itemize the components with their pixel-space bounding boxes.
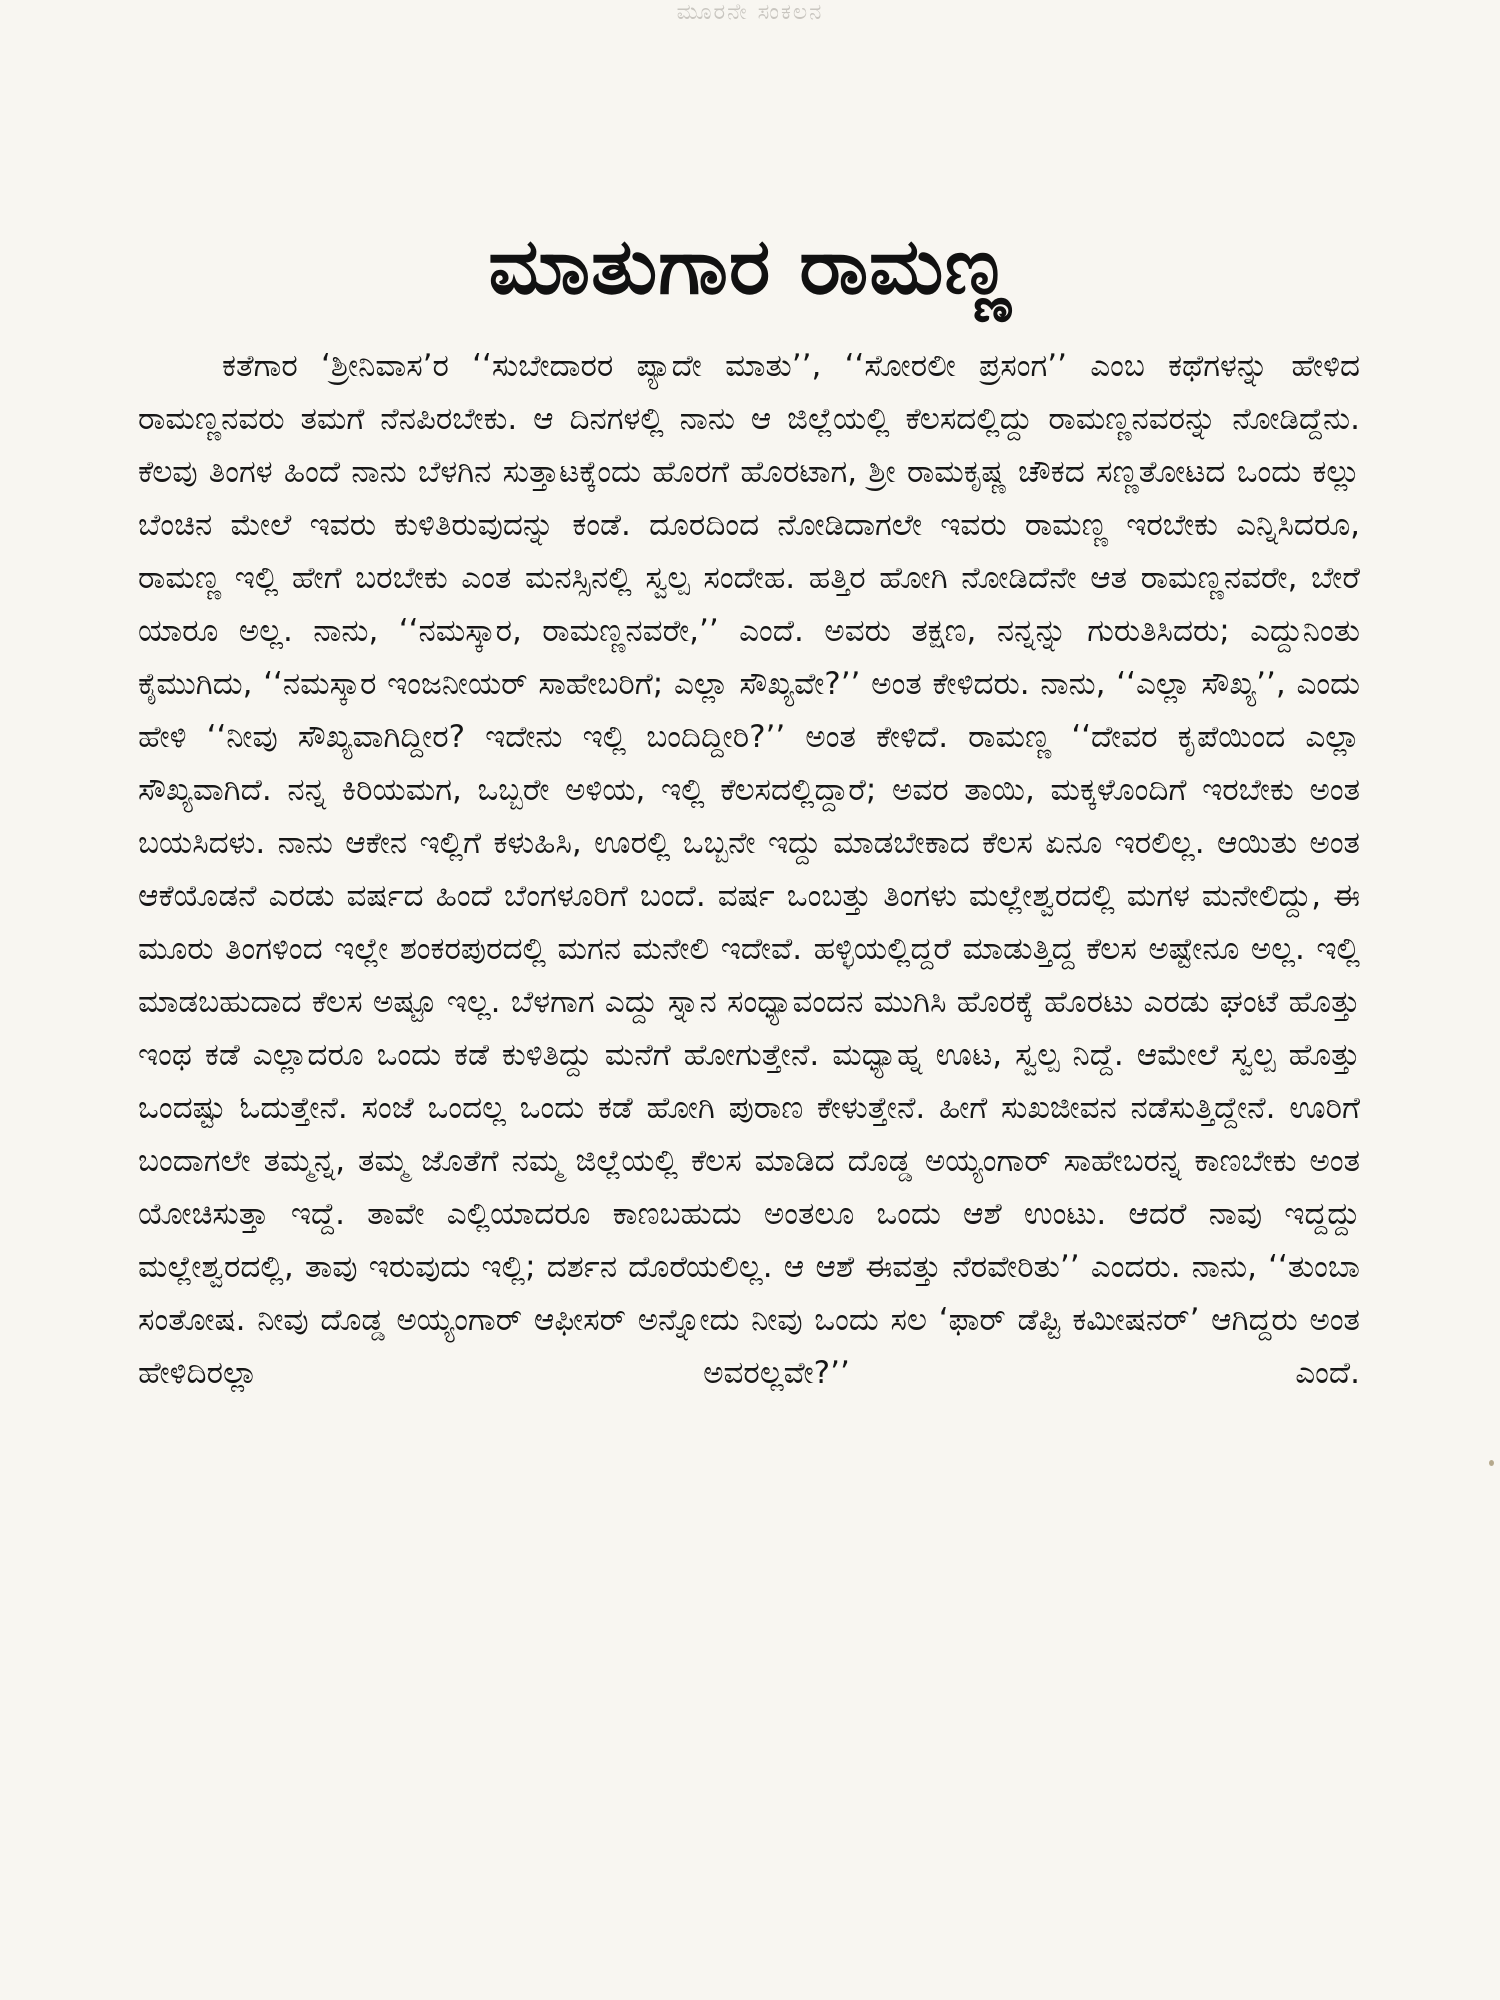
paper-speck: [1489, 1460, 1494, 1466]
story-body: [138, 340, 1360, 1400]
page-title: ಮಾತುಗಾರ ರಾಮಣ್ಣ: [488, 222, 1012, 312]
page-header: ಮೂರನೇ ಸಂಕಲನ: [676, 0, 824, 25]
story-paragraph: ಕತೆಗಾರ ‘ಶ್ರೀನಿವಾಸ’ರ ‘‘ಸುಬೇದಾರರ ಪ್ಯಾದೇ ಮಾತು’’, ‘‘ಸೋರಲೀ ಪ್ರಸಂಗ’’ ಎಂಬ ಕಥೆಗಳನ್ನು ಹೇಳಿದ ರಾಮಣ್ಣನವರು ತಮಗೆ ನೆನಪಿರಬೇಕು. ಆ ದಿನಗಳಲ್ಲಿ ನಾನು ಆ ಜಿಲ್ಲೆಯಲ್ಲಿ ಕೆಲಸದಲ್ಲಿದ್ದು ರಾಮಣ್ಣನವರನ್ನು ನೋಡಿದ್ದೆನು. ಕೆಲವು ತಿಂಗಳ ಹಿಂದೆ ನಾನು ಬೆಳಗಿನ ಸುತ್ತಾಟಕ್ಕೆಂದು ಹೊರಗೆ ಹೊರಟಾಗ, ಶ್ರೀ ರಾಮಕೃಷ್ಣ ಚೌಕದ ಸಣ್ಣತೋಟದ ಒಂದು ಕಲ್ಲು ಬೆಂಚಿನ ಮೇಲೆ ಇವರು ಕುಳಿತಿರುವುದನ್ನು ಕಂಡೆ. ದೂರದಿಂದ ನೋಡಿದಾಗಲೇ ಇವರು ರಾಮಣ್ಣ ಇರಬೇಕು ಎನ್ನಿಸಿದರೂ, ರಾಮಣ್ಣ ಇಲ್ಲಿ ಹೇಗೆ ಬರಬೇಕು ಎಂತ ಮನಸ್ಸಿನಲ್ಲಿ ಸ್ವಲ್ಪ ಸಂದೇಹ. ಹತ್ತಿರ ಹೋಗಿ ನೋಡಿದೆನೇ ಆತ ರಾಮಣ್ಣನವರೇ, ಬೇರೆ ಯಾರೂ ಅಲ್ಲ. ನಾನು, ‘‘ನಮಸ್ಕಾರ, ರಾಮಣ್ಣನವರೇ,’’ ಎಂದೆ. ಅವರು ತಕ್ಷಣ, ನನ್ನನ್ನು ಗುರುತಿಸಿದರು; ಎದ್ದುನಿಂತು ಕೈಮುಗಿದು, ‘‘ನಮಸ್ಕಾರ ಇಂಜನೀಯರ್ ಸಾಹೇಬರಿಗೆ; ಎಲ್ಲಾ ಸೌಖ್ಯವೇ?’’ ಅಂತ ಕೇಳಿದರು. ನಾನು, ‘‘ಎಲ್ಲಾ ಸೌಖ್ಯ’’, ಎಂದು ಹೇಳಿ ‘‘ನೀವು ಸೌಖ್ಯವಾಗಿದ್ದೀರ? ಇದೇನು ಇಲ್ಲಿ ಬಂದಿದ್ದೀರಿ?’’ ಅಂತ ಕೇಳಿದೆ. ರಾಮಣ್ಣ ‘‘ದೇವರ ಕೃಪೆಯಿಂದ ಎಲ್ಲಾ ಸೌಖ್ಯವಾಗಿದೆ. ನನ್ನ ಕಿರಿಯಮಗ, ಒಬ್ಬರೇ ಅಳಿಯ, ಇಲ್ಲಿ ಕೆಲಸದಲ್ಲಿದ್ದಾರೆ; ಅವರ ತಾಯಿ, ಮಕ್ಕಳೊಂದಿಗೆ ಇರಬೇಕು ಅಂತ ಬಯಸಿದಳು. ನಾನು ಆಕೇನ ಇಲ್ಲಿಗೆ ಕಳುಹಿಸಿ, ಊರಲ್ಲಿ ಒಬ್ಬನೇ ಇದ್ದು ಮಾಡಬೇಕಾದ ಕೆಲಸ ಏನೂ ಇರಲಿಲ್ಲ. ಆಯಿತು ಅಂತ ಆಕೆಯೊಡನೆ ಎರಡು ವರ್ಷದ ಹಿಂದೆ ಬೆಂಗಳೂರಿಗೆ ಬಂದೆ. ವರ್ಷ ಒಂಬತ್ತು ತಿಂಗಳು ಮಲ್ಲೇಶ್ವರದಲ್ಲಿ ಮಗಳ ಮನೇಲಿದ್ದು, ಈ ಮೂರು ತಿಂಗಳಿಂದ ಇಲ್ಲೇ ಶಂಕರಪುರದಲ್ಲಿ ಮಗನ ಮನೇಲಿ ಇದೇವೆ. ಹಳ್ಳಿಯಲ್ಲಿದ್ದರೆ ಮಾಡುತ್ತಿದ್ದ ಕೆಲಸ ಅಷ್ಟೇನೂ ಅಲ್ಲ. ಇಲ್ಲಿ ಮಾಡಬಹುದಾದ ಕೆಲಸ ಅಷ್ಟೂ ಇಲ್ಲ. ಬೆಳಗಾಗ ಎದ್ದು ಸ್ನಾನ ಸಂಧ್ಯಾವಂದನ ಮುಗಿಸಿ ಹೊರಕ್ಕೆ ಹೊರಟು ಎರಡು ಘಂಟೆ ಹೊತ್ತು ಇಂಥ ಕಡೆ ಎಲ್ಲಾದರೂ ಒಂದು ಕಡೆ ಕುಳಿತಿದ್ದು ಮನೆಗೆ ಹೋಗುತ್ತೇನೆ. ಮಧ್ಯಾಹ್ನ ಊಟ, ಸ್ವಲ್ಪ ನಿದ್ದೆ. ಆಮೇಲೆ ಸ್ವಲ್ಪ ಹೊತ್ತು ಒಂದಷ್ಟು ಓದುತ್ತೇನೆ. ಸಂಜೆ ಒಂದಲ್ಲ ಒಂದು ಕಡೆ ಹೋಗಿ ಪುರಾಣ ಕೇಳುತ್ತೇನೆ. ಹೀಗೆ ಸುಖಜೀವನ ನಡೆಸುತ್ತಿದ್ದೇನೆ. ಊರಿಗೆ ಬಂದಾಗಲೇ ತಮ್ಮನ್ನ, ತಮ್ಮ ಜೊತೆಗೆ ನಮ್ಮ ಜಿಲ್ಲೆಯಲ್ಲಿ ಕೆಲಸ ಮಾಡಿದ ದೊಡ್ಡ ಅಯ್ಯಂಗಾರ್ ಸಾಹೇಬರನ್ನ ಕಾಣಬೇಕು ಅಂತ ಯೋಚಿಸುತ್ತಾ ಇದ್ದೆ. ತಾವೇ ಎಲ್ಲಿಯಾದರೂ ಕಾಣಬಹುದು ಅಂತಲೂ ಒಂದು ಆಶೆ ಉಂಟು. ಆದರೆ ನಾವು ಇದ್ದದ್ದು ಮಲ್ಲೇಶ್ವರದಲ್ಲಿ, ತಾವು ಇರುವುದು ಇಲ್ಲಿ; ದರ್ಶನ ದೊರೆಯಲಿಲ್ಲ. ಆ ಆಶೆ ಈವತ್ತು ನೆರವೇರಿತು’’ ಎಂದರು. ನಾನು, ‘‘ತುಂಬಾ ಸಂತೋಷ. ನೀವು ದೊಡ್ಡ ಅಯ್ಯಂಗಾರ್ ಆಫೀಸರ್ ಅನ್ನೋದು ನೀವು ಒಂದು ಸಲ ‘ಫಾರ್ ಡೆಪ್ಟಿ ಕಮೀಷನರ್’ ಆಗಿದ್ದರು ಅಂತ ಹೇಳಿದಿರಲ್ಲಾ ಅವರಲ್ಲವೇ?’’ ಎಂದೆ.: [138, 348, 1360, 1391]
